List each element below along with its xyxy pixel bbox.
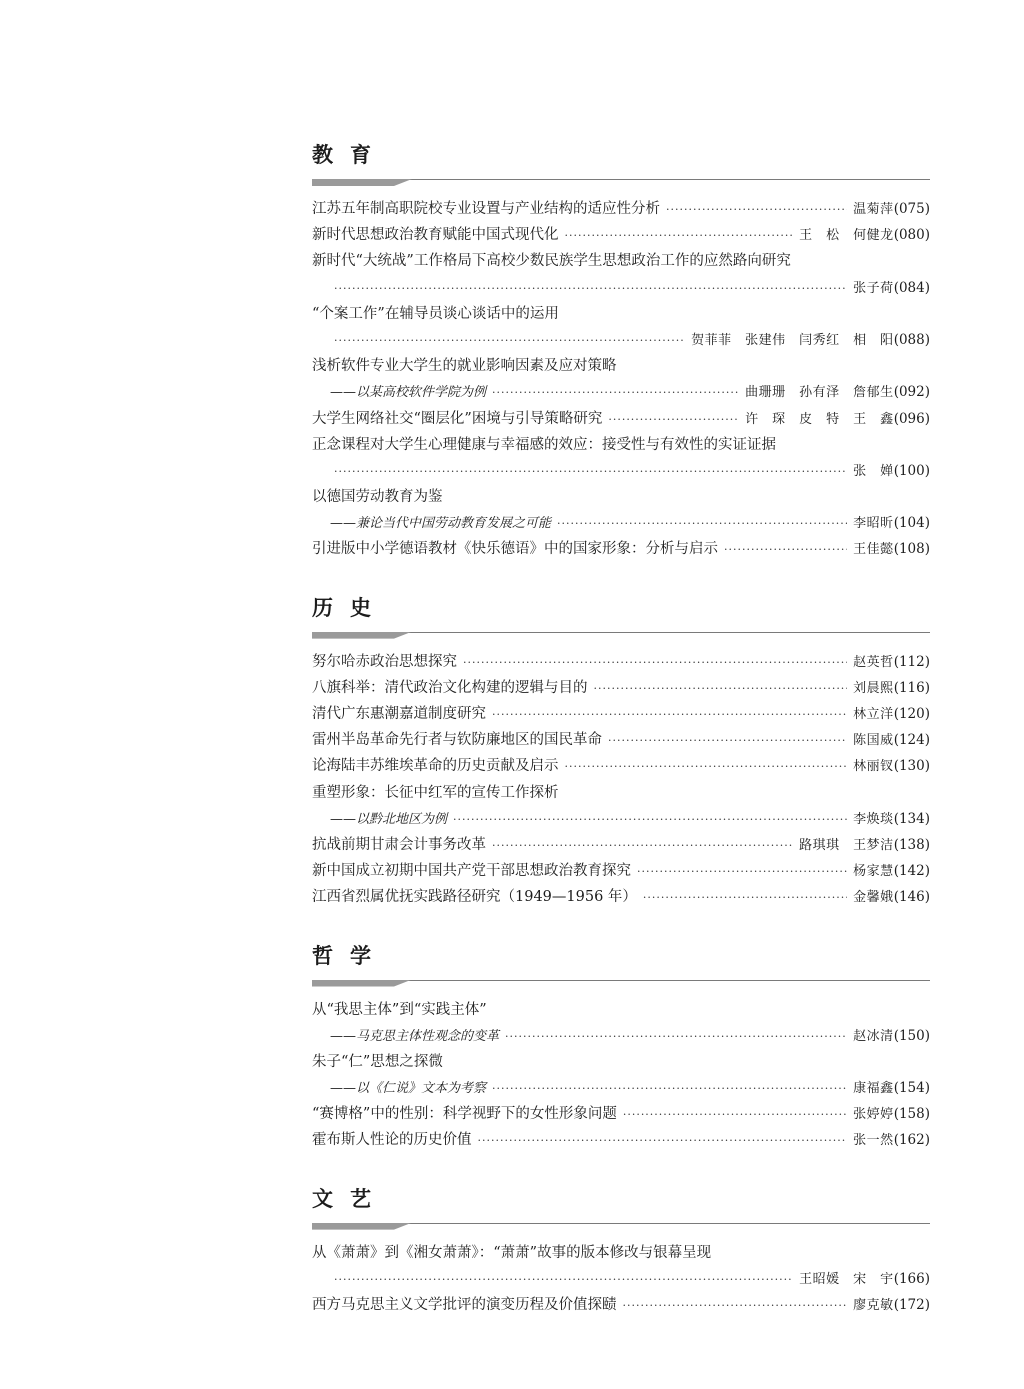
entry-authors: 温菊萍: [853, 202, 894, 217]
leader-dots: [623, 1293, 848, 1319]
entry-subtitle: ——以黔北地区为例: [330, 811, 448, 827]
toc-entry[interactable]: [312, 649, 930, 675]
entry-line-single: [312, 222, 930, 248]
entry-subtitle-line: [312, 806, 930, 832]
entry-page: (124): [893, 732, 930, 749]
toc-entry[interactable]: [312, 858, 930, 884]
entry-title-line: [312, 484, 930, 510]
leader-dots: [608, 407, 739, 433]
entry-page: (075): [893, 201, 930, 217]
entry-page: (134): [893, 810, 930, 827]
entry-subtitle: ——兼论当代中国劳动教育发展之可能: [330, 516, 552, 532]
table-of-contents: [312, 140, 930, 1318]
entry-authors: 张 婵: [853, 463, 894, 479]
entry-authors: 林立洋: [853, 707, 894, 722]
entry-title: 霍布斯人性论的历史价值: [312, 1132, 472, 1149]
entry-title-line: [312, 1049, 930, 1075]
leader-dots: [478, 1128, 848, 1154]
entry-authors: 康福鑫: [853, 1081, 894, 1097]
section-title: 哲学: [312, 943, 388, 968]
entry-line-single: [312, 1101, 930, 1127]
entry-authors: 许 琛 皮 特 王 鑫: [745, 411, 894, 427]
toc-entry[interactable]: [312, 536, 930, 562]
entry-page: (100): [893, 462, 930, 479]
entry-authors: 路琪琪 王梦洁: [799, 837, 894, 853]
entry-authors: 张一然: [853, 1133, 894, 1149]
toc-entry[interactable]: [312, 753, 930, 779]
entry-title: 西方马克思主义文学批评的演变历程及价值探赜: [312, 1297, 617, 1313]
toc-entry[interactable]: [312, 1292, 930, 1318]
leader-dots: [666, 197, 847, 223]
entry-title-line: [312, 997, 930, 1023]
section-gap: [312, 1154, 930, 1184]
entry-title: 江苏五年制高职院校专业设置与产业结构的适应性分析: [312, 201, 660, 217]
toc-entry[interactable]: [312, 1049, 930, 1101]
entry-authors: 李焕琰: [853, 811, 894, 827]
entry-line-single: [312, 675, 930, 701]
leader-dots: [594, 676, 848, 702]
section-rule: [312, 979, 930, 989]
entry-page: (096): [893, 410, 930, 427]
entry-page: (166): [893, 1270, 930, 1287]
entry-title: 引进版中小学德语教材《快乐德语》中的国家形象：分析与启示: [312, 541, 718, 558]
toc-entry[interactable]: [312, 484, 930, 536]
leader-dots: [492, 702, 847, 728]
entry-page: (108): [893, 541, 930, 558]
entry-title: 从《萧萧》到《湘女萧萧》：“萧萧”故事的版本修改与银幕呈现: [312, 1244, 712, 1261]
entry-line-single: [312, 753, 930, 779]
entry-page: (158): [893, 1106, 930, 1123]
toc-section: [312, 941, 930, 1154]
entry-page: (142): [893, 863, 930, 880]
entry-subtitle-line: [312, 1023, 930, 1049]
toc-section: [312, 140, 930, 563]
entry-title: 新中国成立初期中国共产党干部思想政治教育探究: [312, 863, 631, 880]
toc-section: [312, 593, 930, 911]
toc-entry[interactable]: [312, 432, 930, 484]
entry-title: 抗战前期甘肃会计事务改革: [312, 836, 486, 853]
entry-page: (130): [893, 758, 930, 775]
entry-authors: 陈国威: [853, 733, 894, 749]
section-rule: [312, 178, 930, 188]
entry-title: 从“我思主体”到“实践主体”: [312, 1001, 487, 1018]
entry-authors: 李昭昕: [853, 516, 894, 532]
toc-entry[interactable]: [312, 353, 930, 405]
entry-title: 八旗科举：清代政治文化构建的逻辑与目的: [312, 679, 588, 696]
entry-title-line: [312, 780, 930, 806]
entry-page: (088): [893, 331, 930, 348]
entry-authors: 赵冰清: [853, 1028, 894, 1044]
section-rule: [312, 1222, 930, 1232]
entry-title-line: [312, 353, 930, 379]
entry-authors: 刘晨熙: [853, 680, 894, 696]
toc-section: [312, 1184, 930, 1319]
entry-subtitle-line: [312, 510, 930, 536]
leader-dots: [492, 1076, 847, 1102]
toc-entry[interactable]: [312, 196, 930, 222]
toc-entry[interactable]: [312, 1127, 930, 1153]
leader-dots: [637, 859, 847, 885]
entry-authors: 曲珊珊 孙有泽 詹郁生: [745, 385, 894, 401]
entry-author-line: [312, 1266, 930, 1292]
entry-author-line: [312, 275, 930, 301]
entry-page: (084): [893, 279, 930, 296]
leader-dots: [565, 223, 794, 249]
leader-dots: [643, 885, 847, 911]
entry-authors: 杨家慧: [853, 864, 894, 880]
entry-page: (146): [893, 889, 930, 906]
entry-line-single: [312, 858, 930, 884]
entry-authors: 张婷婷: [853, 1107, 894, 1123]
entry-page: (120): [893, 706, 930, 722]
entry-authors: 张子荷: [853, 280, 894, 296]
entry-title: 新时代“大统战”工作格局下高校少数民族学生思想政治工作的应然路向研究: [312, 253, 791, 270]
entry-page: (092): [893, 384, 930, 401]
leader-dots: [492, 833, 793, 859]
leader-dots: [608, 728, 847, 754]
entry-authors: 林丽钗: [853, 759, 894, 775]
toc-entry[interactable]: [312, 406, 930, 432]
toc-entry[interactable]: [312, 727, 930, 753]
entry-title-line: [312, 432, 930, 458]
entry-page: (080): [893, 227, 930, 244]
entry-page: (154): [893, 1080, 930, 1097]
toc-entry[interactable]: [312, 1101, 930, 1127]
entry-authors: 金馨娥: [853, 890, 894, 906]
entry-page: (150): [893, 1027, 930, 1044]
entry-page: (138): [893, 836, 930, 853]
toc-entry[interactable]: [312, 701, 930, 727]
entry-line-single: [312, 884, 930, 910]
entry-line-single: [312, 832, 930, 858]
entry-page: (104): [893, 515, 930, 532]
entry-subtitle: ——以某高校软件学院为例: [330, 385, 487, 401]
section-gap: [312, 563, 930, 593]
leader-dots: [724, 537, 847, 563]
entry-title: 朱子“仁”思想之探微: [312, 1053, 443, 1070]
toc-entry[interactable]: [312, 780, 930, 832]
entry-author-line: [312, 327, 930, 353]
leader-dots: [463, 650, 847, 676]
entry-title: “赛博格”中的性别：科学视野下的女性形象问题: [312, 1106, 617, 1123]
entry-line-single: [312, 536, 930, 562]
section-rule: [312, 631, 930, 641]
entry-title: 雷州半岛革命先行者与钦防廉地区的国民革命: [312, 732, 602, 749]
leader-dots: [334, 276, 847, 302]
entry-title: 江西省烈属优抚实践路径研究（1949—1956 年）: [312, 889, 637, 906]
rule-accent: [312, 632, 412, 639]
entry-authors: 贺菲菲 张建伟 闫秀红 相 阳: [691, 332, 894, 348]
entry-title: 重塑形象：长征中红军的宣传工作探析: [312, 784, 559, 801]
entry-subtitle: ——以《仁说》文本为考察: [330, 1081, 487, 1097]
entry-subtitle-line: [312, 1075, 930, 1101]
leader-dots: [565, 754, 848, 780]
entry-title-line: [312, 301, 930, 327]
entry-title: 清代广东惠潮嘉道制度研究: [312, 706, 486, 722]
entry-authors: 王 松 何健龙: [799, 228, 894, 244]
toc-entry[interactable]: [312, 222, 930, 248]
entry-title: 努尔哈赤政治思想探究: [312, 653, 457, 670]
entry-title-line: [312, 1240, 930, 1266]
rule-accent: [312, 980, 412, 987]
entry-title-line: [312, 248, 930, 274]
entry-title: 大学生网络社交“圈层化”困境与引导策略研究: [312, 410, 603, 427]
entry-line-single: [312, 1127, 930, 1153]
rule-accent: [312, 1223, 412, 1230]
toc-entry[interactable]: [312, 832, 930, 858]
entry-page: (162): [893, 1132, 930, 1149]
leader-dots: [334, 328, 685, 354]
entry-title: 正念课程对大学生心理健康与幸福感的效应：接受性与有效性的实证证据: [312, 436, 776, 453]
entry-title: “个案工作”在辅导员谈心谈话中的运用: [312, 305, 559, 322]
section-title: 教育: [312, 143, 388, 167]
entry-page: (112): [893, 653, 930, 670]
toc-entry[interactable]: [312, 675, 930, 701]
entry-authors: 王昭媛 宋 宇: [799, 1271, 894, 1287]
toc-entry[interactable]: [312, 997, 930, 1049]
leader-dots: [557, 511, 847, 537]
entry-page: (172): [893, 1297, 930, 1313]
entry-subtitle: ——马克思主体性观念的变革: [330, 1028, 500, 1044]
section-title: 历史: [312, 595, 388, 620]
entry-authors: 廖克敏: [853, 1298, 894, 1313]
section-title: 文艺: [312, 1186, 388, 1211]
entry-title: 论海陆丰苏维埃革命的历史贡献及启示: [312, 758, 559, 775]
entry-line-single: [312, 649, 930, 675]
entry-author-line: [312, 458, 930, 484]
entry-line-single: [312, 196, 930, 222]
leader-dots: [623, 1102, 847, 1128]
entry-title: 以德国劳动教育为鉴: [312, 489, 443, 506]
entry-line-single: [312, 406, 930, 432]
toc-entry[interactable]: [312, 248, 930, 300]
toc-entry[interactable]: [312, 301, 930, 353]
leader-dots: [334, 459, 847, 485]
entry-title: 浅析软件专业大学生的就业影响因素及应对策略: [312, 358, 617, 375]
entry-authors: 王佳懿: [853, 542, 894, 558]
toc-entry[interactable]: [312, 884, 930, 910]
leader-dots: [453, 807, 847, 833]
entry-line-single: [312, 727, 930, 753]
entry-subtitle-line: [312, 379, 930, 405]
leader-dots: [334, 1267, 793, 1293]
entry-page: (116): [893, 679, 930, 696]
entry-title: 新时代思想政治教育赋能中国式现代化: [312, 227, 559, 244]
section-gap: [312, 911, 930, 941]
entry-line-single: [312, 701, 930, 727]
leader-dots: [505, 1024, 847, 1050]
rule-accent: [312, 179, 412, 186]
entry-line-single: [312, 1292, 930, 1318]
toc-entry[interactable]: [312, 1240, 930, 1292]
entry-authors: 赵英哲: [853, 654, 894, 670]
leader-dots: [492, 380, 739, 406]
